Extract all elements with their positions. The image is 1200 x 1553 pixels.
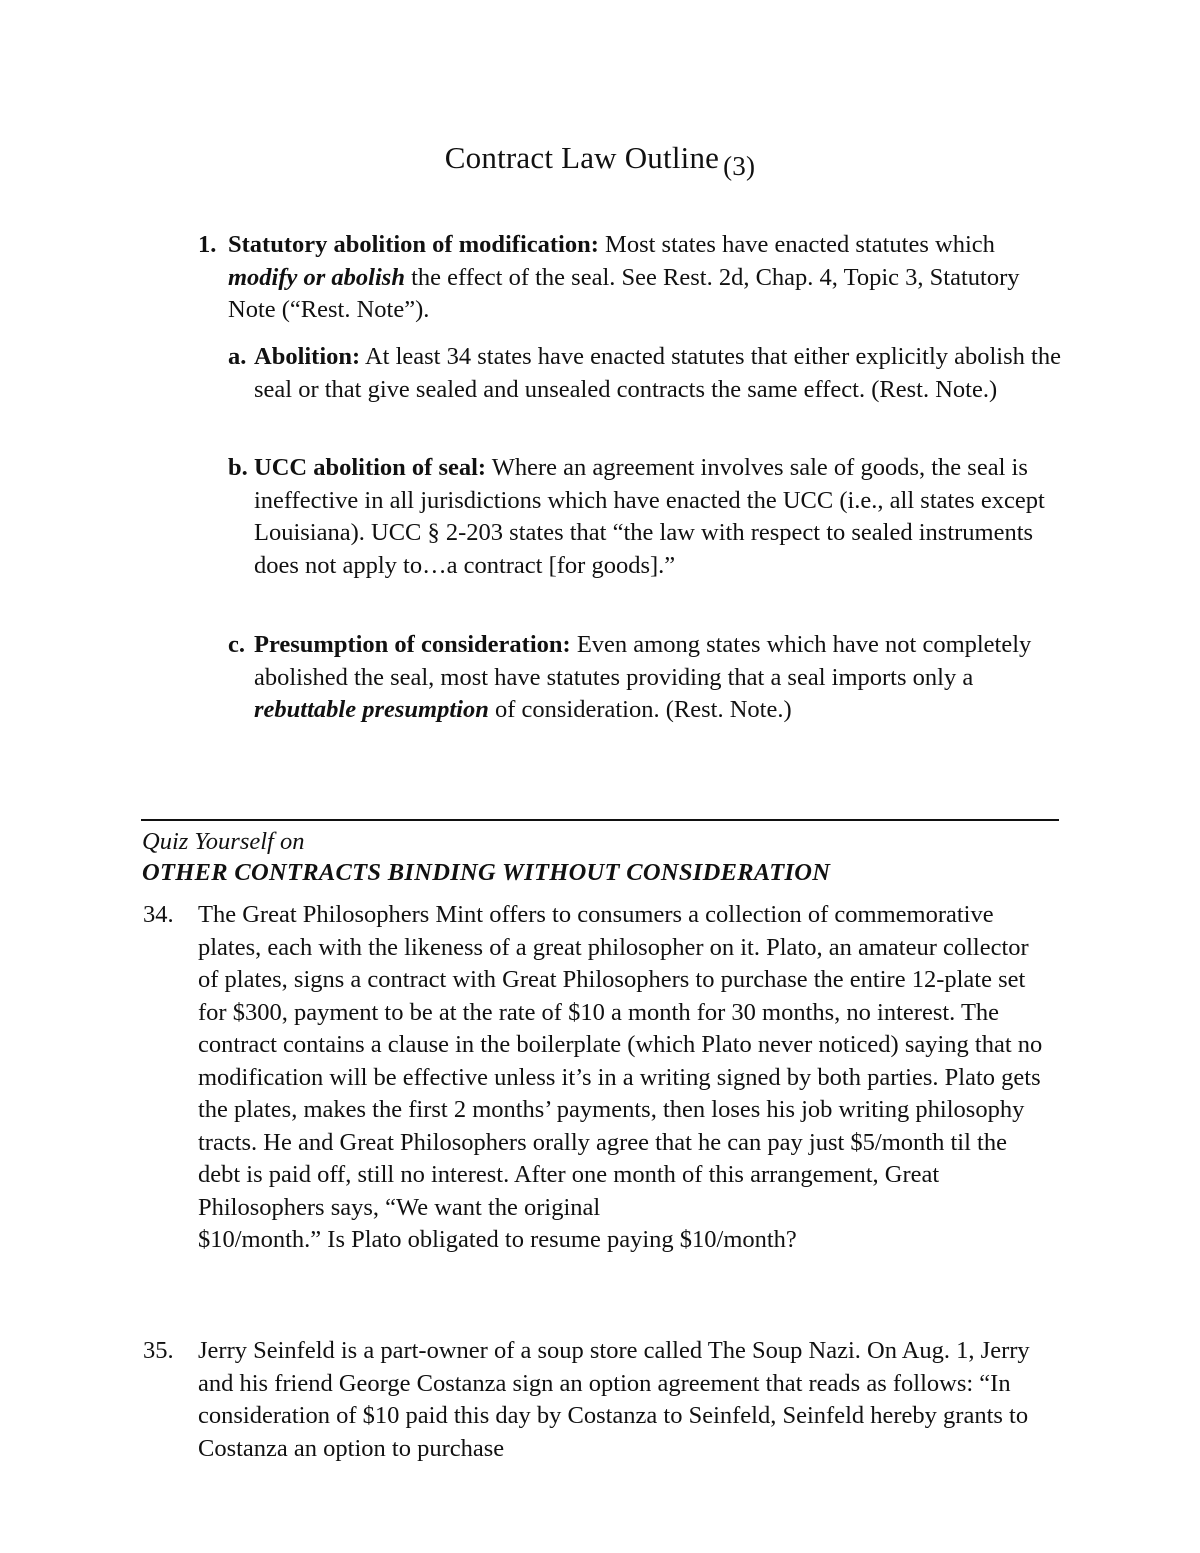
page-title [0, 140, 1200, 181]
sub-item-text: Even among states which have not completely abolished the seal, most have statutes providing that a seal imports only a [254, 631, 1032, 691]
quiz-topic: OTHER CONTRACTS BINDING WITHOUT CONSIDERATION [142, 859, 831, 886]
question-text-last-line: $10/month.” Is Plato obligated to resume paying $10/month? [198, 1226, 797, 1253]
sub-item-letter: a. [228, 343, 247, 370]
sub-item-letter: c. [228, 631, 245, 658]
outline-item-text: the effect of the seal. See Rest. 2d, Chap. 4, Topic 3, Statutory Note (“Rest. Note”). [228, 263, 1020, 323]
sub-item-emphasis: rebuttable presumption [254, 696, 489, 723]
outline-item-heading: Statutory abolition of modification: [228, 231, 599, 258]
sub-item-text: At least 34 states have enacted statutes that either explicitly abolish the seal or that give sealed and unsealed contracts the same effect. (Rest. Note.) [254, 343, 1061, 403]
quiz-question-35 [198, 1335, 1048, 1465]
question-text: The Great Philosophers Mint offers to consumers a collection of commemorative plates, each with the likeness of a great philosopher on it. Plato, an amateur collector of plates, signs a contract with Great Philosophers to purchase the entire 12-plate set for $300, payment to be at the rate of $10 a month for 30 months, no interest. The contract contains a clause in the boilerplate (which Plato never noticed) saying that no modification will be effective unless it’s in a writing signed by both parties. Plato gets the plates, makes the first 2 months’ payments, then loses his job writing philosophy tracts. He and Great Philosophers orally agree that he can pay just $5/month til the debt is paid off, still no interest. After one month of this arrangement, Great Philosophers says, “We want the original [198, 901, 1043, 1221]
outline-item-emphasis: modify or abolish [228, 263, 405, 291]
outline-item-text: Most states have enacted statutes which [598, 231, 995, 258]
quiz-label: Quiz Yourself on [142, 828, 305, 855]
sub-item-ucc-abolition [254, 452, 1064, 582]
sub-item-abolition [254, 341, 1064, 406]
section-divider [141, 819, 1059, 821]
page-title-suffix: (3) [723, 151, 756, 181]
sub-item-text: of consideration. (Rest. Note.) [488, 696, 792, 723]
question-number: 34. [143, 901, 174, 928]
page-title-text: Contract Law Outline [444, 140, 720, 175]
sub-item-letter: b. [228, 454, 248, 481]
sub-item-heading: UCC abolition of seal: [254, 454, 487, 481]
sub-item-heading: Abolition: [254, 343, 361, 370]
sub-item-text: Where an agreement involves sale of goods, the seal is ineffective in all jurisdictions which have enacted the UCC (i.e., all states except Louisiana). UCC § 2-203 states that “the law with respect to sealed instruments does not apply to…a contract [for goods].” [254, 454, 1045, 579]
quiz-question-34 [198, 899, 1048, 1257]
quiz-header [142, 826, 830, 888]
outline-item-number: 1. [198, 231, 217, 258]
sub-item-heading: Presumption of consideration: [254, 631, 571, 658]
sub-item-presumption [254, 629, 1064, 727]
question-number: 35. [143, 1337, 174, 1364]
outline-item-statutory-abolition [228, 229, 1058, 327]
question-text: Jerry Seinfeld is a part-owner of a soup store called The Soup Nazi. On Aug. 1, Jerry and his friend George Costanza sign an option agreement that reads as follows: “In consideration of $10 paid this day by Costanza to Seinfeld, Seinfeld hereby grants to Costanza an option to purchase [198, 1337, 1030, 1462]
